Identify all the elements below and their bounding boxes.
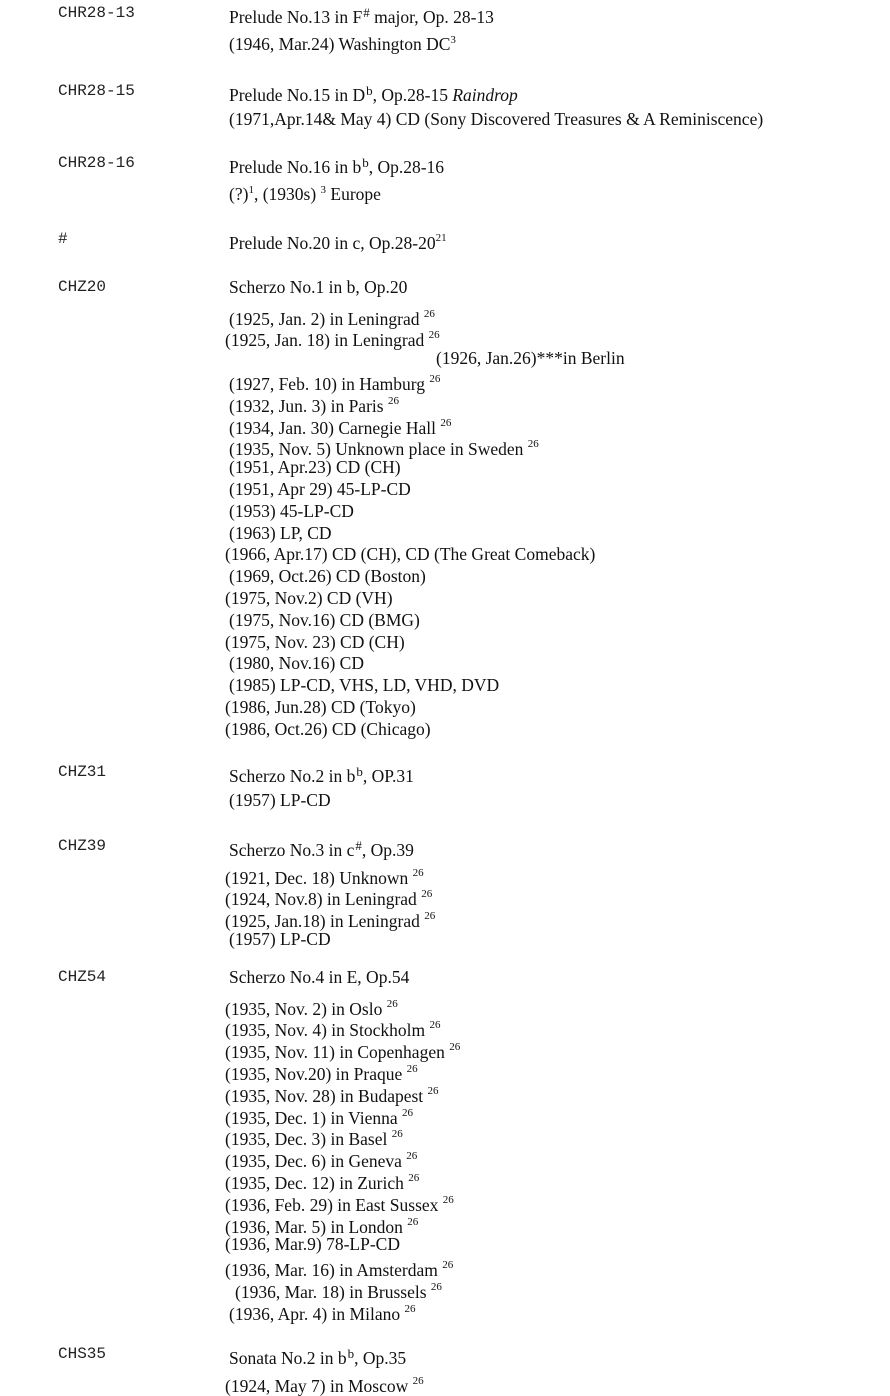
recording-text: (1935, Nov.20) in Praque — [225, 1064, 407, 1084]
accidental-mark: b — [362, 155, 369, 170]
recording-line — [225, 718, 431, 740]
footnote-ref: 1 — [248, 184, 254, 196]
recording-text: (1951, Apr.23) CD (CH) — [229, 457, 401, 477]
footnote-ref: 26 — [431, 1281, 442, 1293]
recording-text: (1934, Jan. 30) Carnegie Hall — [229, 417, 440, 437]
title-text: Prelude No.16 in b — [229, 157, 361, 177]
recording-line — [225, 696, 416, 718]
recording-text-end: Europe — [326, 184, 381, 204]
recording-text: (1924, May 7) in Moscow — [225, 1375, 413, 1395]
recording-text: (1936, Mar. 18) in Brussels — [235, 1282, 431, 1302]
title-text: Scherzo No.2 in b — [229, 766, 355, 786]
recording-line — [229, 674, 499, 696]
recording-text: (1951, Apr 29) 45-LP-CD — [229, 479, 411, 499]
recording-text: (1935, Dec. 1) in Vienna — [225, 1107, 402, 1127]
recording-line — [229, 522, 332, 544]
footnote-ref: 26 — [402, 1107, 413, 1119]
recording-text: (1925, Jan. 2) in Leningrad — [229, 308, 424, 328]
title-text: Scherzo No.4 in E, Op.54 — [229, 967, 409, 987]
work-title — [229, 761, 414, 787]
title-text-rest: , Op.39 — [362, 840, 414, 860]
recording-text: (1935, Dec. 3) in Basel — [225, 1129, 392, 1149]
work-title — [229, 152, 444, 178]
footnote-ref: 26 — [407, 1063, 418, 1075]
accidental-mark: b — [348, 1346, 355, 1361]
recording-text: (1957) LP-CD — [229, 929, 331, 949]
footnote-ref: 26 — [429, 373, 440, 385]
recording-line — [225, 631, 405, 653]
footnote-ref: 26 — [442, 1259, 453, 1271]
recording-text: (1963) LP, CD — [229, 523, 332, 543]
recording-line — [229, 108, 763, 130]
recording-line — [229, 565, 426, 587]
footnote-ref: 26 — [443, 1194, 454, 1206]
footnote-ref: 21 — [436, 232, 447, 244]
footnote-ref: 26 — [429, 329, 440, 341]
catalog-code: CHR28-13 — [58, 2, 135, 24]
recording-line — [225, 325, 440, 351]
accidental-mark: # — [363, 5, 370, 20]
recording-line — [225, 1371, 424, 1396]
recording-text: (1935, Dec. 12) in Zurich — [225, 1173, 408, 1193]
recording-line — [229, 789, 331, 811]
title-text-rest: , Op.28-15 — [373, 85, 453, 105]
work-title — [229, 2, 494, 28]
title-text-rest: , Op.28-16 — [369, 157, 444, 177]
title-text: Scherzo No.3 in c — [229, 840, 354, 860]
recording-text: (1969, Oct.26) CD (Boston) — [229, 566, 426, 586]
recording-line — [229, 478, 411, 500]
accidental-mark: b — [366, 83, 373, 98]
footnote-ref: 26 — [449, 1041, 460, 1053]
work-title — [229, 835, 414, 861]
title-text: Prelude No.13 in F — [229, 7, 362, 27]
recording-text: (1985) LP-CD, VHS, LD, VHD, DVD — [229, 675, 499, 695]
recording-text: (1966, Apr.17) CD (CH), CD (The Great Comeback) — [225, 544, 595, 564]
recording-text: (1971,Apr.14& May 4) CD (Sony Discovered Treasures & A Reminiscence) — [229, 109, 763, 129]
recording-text: (1935, Nov. 2) in Oslo — [225, 998, 387, 1018]
catalog-code: CHZ54 — [58, 966, 106, 988]
footnote-ref: 3 — [450, 34, 456, 46]
footnote-ref: 3 — [321, 184, 327, 196]
recording-text: (1924, Nov.8) in Leningrad — [225, 889, 421, 909]
recording-text: (1953) 45-LP-CD — [229, 501, 354, 521]
recording-text-cont: , (1930s) — [254, 184, 321, 204]
recording-text: (1925, Jan.18) in Leningrad — [225, 911, 424, 931]
title-text-rest: major, Op. 28-13 — [370, 7, 494, 27]
recording-text: (1975, Nov. 23) CD (CH) — [225, 632, 405, 652]
recording-text: (?) — [229, 184, 248, 204]
footnote-ref: 26 — [392, 1128, 403, 1140]
recording-text: (1935, Nov. 4) in Stockholm — [225, 1020, 429, 1040]
footnote-ref: 26 — [413, 1375, 424, 1387]
recording-text: (1935, Nov. 11) in Copenhagen — [225, 1042, 449, 1062]
recording-text: (1935, Nov. 28) in Budapest — [225, 1086, 428, 1106]
footnote-ref: 26 — [387, 998, 398, 1010]
footnote-ref: 26 — [388, 395, 399, 407]
title-text-rest: , Op.35 — [354, 1348, 406, 1368]
catalog-code: CHS35 — [58, 1343, 106, 1365]
footnote-ref: 26 — [421, 888, 432, 900]
footnote-ref: 26 — [406, 1150, 417, 1162]
recording-text: (1921, Dec. 18) Unknown — [225, 867, 413, 887]
recording-line — [229, 1299, 415, 1325]
recording-text: (1935, Dec. 6) in Geneva — [225, 1151, 406, 1171]
footnote-ref: 26 — [428, 1085, 439, 1097]
footnote-ref: 26 — [424, 910, 435, 922]
catalog-code: # — [58, 228, 68, 250]
recording-line — [229, 500, 354, 522]
accidental-mark: b — [356, 764, 363, 779]
footnote-ref: 26 — [424, 308, 435, 320]
recording-line — [229, 928, 331, 950]
recording-text: (1957) LP-CD — [229, 790, 331, 810]
catalog-code: CHZ20 — [58, 276, 106, 298]
title-text: Sonata No.2 in b — [229, 1348, 347, 1368]
recording-line — [229, 30, 456, 55]
title-text: Prelude No.20 in c, Op.28-20 — [229, 233, 436, 253]
recording-text: (1975, Nov.16) CD (BMG) — [229, 610, 420, 630]
recording-text: (1936, Mar.9) 78-LP-CD — [225, 1234, 400, 1254]
recording-line — [229, 609, 420, 631]
title-text: Prelude No.15 in D — [229, 85, 365, 105]
recording-text: (1975, Nov.2) CD (VH) — [225, 588, 393, 608]
recording-text: (1936, Mar. 5) in London — [225, 1216, 407, 1236]
title-nickname: Raindrop — [452, 85, 517, 105]
recording-line — [229, 180, 381, 205]
recording-text: (1980, Nov.16) CD — [229, 653, 364, 673]
catalog-code: CHZ31 — [58, 761, 106, 783]
recording-line — [229, 456, 401, 478]
footnote-ref: 26 — [413, 867, 424, 879]
recording-text: (1936, Mar. 16) in Amsterdam — [225, 1260, 442, 1280]
work-title — [229, 80, 518, 106]
recording-text: (1925, Jan. 18) in Leningrad — [225, 330, 429, 350]
catalog-code: CHR28-15 — [58, 80, 135, 102]
work-title — [229, 276, 407, 298]
recording-line — [225, 543, 595, 565]
recording-text: (1936, Feb. 29) in East Sussex — [225, 1195, 443, 1215]
work-title — [229, 228, 447, 254]
recording-line — [229, 652, 364, 674]
recording-text: (1936, Apr. 4) in Milano — [229, 1304, 404, 1324]
footnote-ref: 26 — [429, 1019, 440, 1031]
catalog-code: CHR28-16 — [58, 152, 135, 174]
accidental-mark: # — [355, 838, 362, 853]
recording-text: (1946, Mar.24) Washington DC — [229, 34, 450, 54]
footnote-ref: 26 — [407, 1216, 418, 1228]
recording-text: (1986, Oct.26) CD (Chicago) — [225, 719, 431, 739]
work-title — [229, 966, 409, 988]
footnote-ref: 26 — [404, 1303, 415, 1315]
recording-text: (1927, Feb. 10) in Hamburg — [229, 374, 429, 394]
recording-text: (1932, Jun. 3) in Paris — [229, 396, 388, 416]
recording-line — [436, 347, 625, 369]
recording-line — [225, 587, 393, 609]
work-title — [229, 1343, 406, 1369]
footnote-ref: 26 — [408, 1172, 419, 1184]
recording-text: (1986, Jun.28) CD (Tokyo) — [225, 697, 416, 717]
recording-line — [225, 1233, 400, 1255]
title-text: Scherzo No.1 in b, Op.20 — [229, 277, 407, 297]
catalog-code: CHZ39 — [58, 835, 106, 857]
recording-text: (1926, Jan.26)***in Berlin — [436, 348, 625, 368]
title-text-rest: , OP.31 — [363, 766, 414, 786]
recording-text: (1935, Nov. 5) Unknown place in Sweden — [229, 439, 528, 459]
footnote-ref: 26 — [528, 438, 539, 450]
footnote-ref: 26 — [440, 417, 451, 429]
